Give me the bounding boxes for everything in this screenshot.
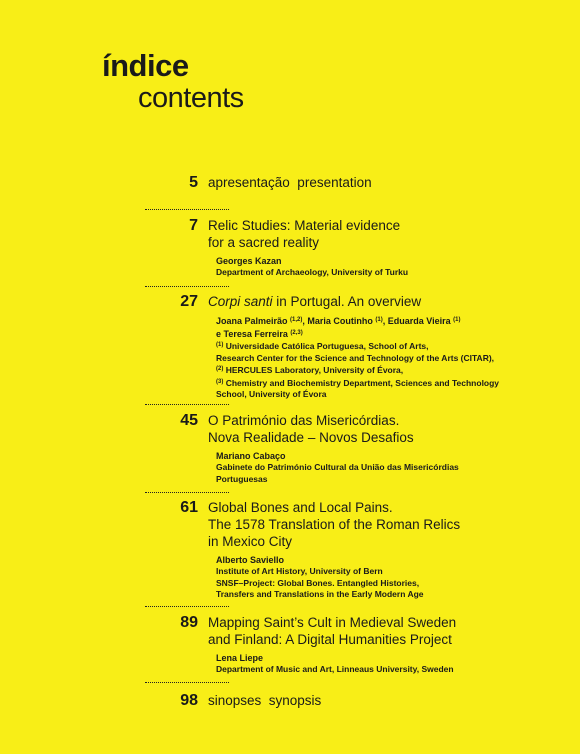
- page-number: 98: [180, 692, 198, 709]
- entry-author: Georges Kazan: [216, 256, 282, 266]
- entry-affiliation: $^{(3)}$ Chemistry and Biochemistry Department, Sciences and Technology: [216, 377, 500, 388]
- entry-title-italic: Corpi santi: [208, 294, 273, 309]
- dotted-separator: [145, 606, 229, 607]
- entry-affiliation: Transfers and Translations in the Early Modern Age: [216, 589, 424, 599]
- entry-affiliation: Department of Music and Art, Linneaus University, Sweden: [216, 664, 454, 674]
- entry-affiliation: Gabinete do Património Cultural da União das Misericórdias: [216, 462, 459, 472]
- entry-author: Mariano Cabaço: [216, 451, 286, 461]
- entry-author: Lena Liepe: [216, 653, 264, 663]
- entry-title-line: O Património das Misericórdias.: [208, 413, 400, 428]
- index-title-en: contents: [138, 82, 244, 114]
- entry-title-rest: in Portugal. An overview: [272, 294, 422, 309]
- entry-affiliation: $^{(2)}$ HERCULES Laboratory, University of Évora,: [216, 365, 404, 375]
- entry-title-line: Nova Realidade – Novos Desafios: [208, 430, 414, 445]
- page-number: 5: [189, 174, 198, 191]
- entry-title-line: and Finland: A Digital Humanities Project: [208, 632, 452, 647]
- entry-title-line: The 1578 Translation of the Roman Relics: [208, 517, 461, 532]
- entry-affiliation: $^{(1)}$ Universidade Católica Portuguesa, School of Arts,: [216, 341, 429, 351]
- page-number: 27: [180, 293, 198, 310]
- entry-affiliation: SNSF–Project: Global Bones. Entangled Histories,: [216, 577, 420, 588]
- entry-affiliation: Department of Archaeology, University of Turku: [216, 267, 409, 277]
- entry-author: Alberto Saviello: [216, 555, 285, 565]
- index-title-pt: índice: [102, 48, 189, 83]
- page-number: 45: [180, 412, 198, 429]
- entry-title-line: Relic Studies: Material evidence: [208, 218, 401, 233]
- entry-affiliation: Institute of Art History, University of Bern: [216, 566, 383, 576]
- dotted-separator: [145, 682, 229, 683]
- entry-title: sinopses synopsis: [208, 693, 322, 708]
- entry-title-line: in Mexico City: [208, 534, 293, 549]
- entry-affiliation: Research Center for the Science and Technology of the Arts (CITAR),: [216, 352, 495, 363]
- entry-title-line: Global Bones and Local Pains.: [208, 500, 393, 515]
- dotted-separator: [145, 492, 229, 493]
- entry-title-line: Mapping Saint’s Cult in Medieval Sweden: [208, 615, 457, 630]
- entry-affiliation: Portuguesas: [216, 473, 268, 484]
- page-number: 61: [180, 499, 198, 516]
- entry-title-line: for a sacred reality: [208, 235, 320, 250]
- dotted-separator: [145, 209, 229, 210]
- page-number: 89: [180, 614, 198, 631]
- entry-title: [208, 293, 538, 310]
- dotted-separator: [145, 404, 229, 405]
- entry-authors: e Teresa Ferreira $^{(2,3)}$: [216, 329, 303, 339]
- entry-affiliation: School, University of Évora: [216, 389, 327, 399]
- entry-authors: Joana Palmeirão $^{(1,2)}$, Maria Coutinho $^{(1)}$, Eduarda Vieira $^{(1)}$: [216, 316, 461, 326]
- entry-title: apresentação presentation: [208, 175, 372, 190]
- page-number: 7: [189, 217, 198, 234]
- dotted-separator: [145, 286, 229, 287]
